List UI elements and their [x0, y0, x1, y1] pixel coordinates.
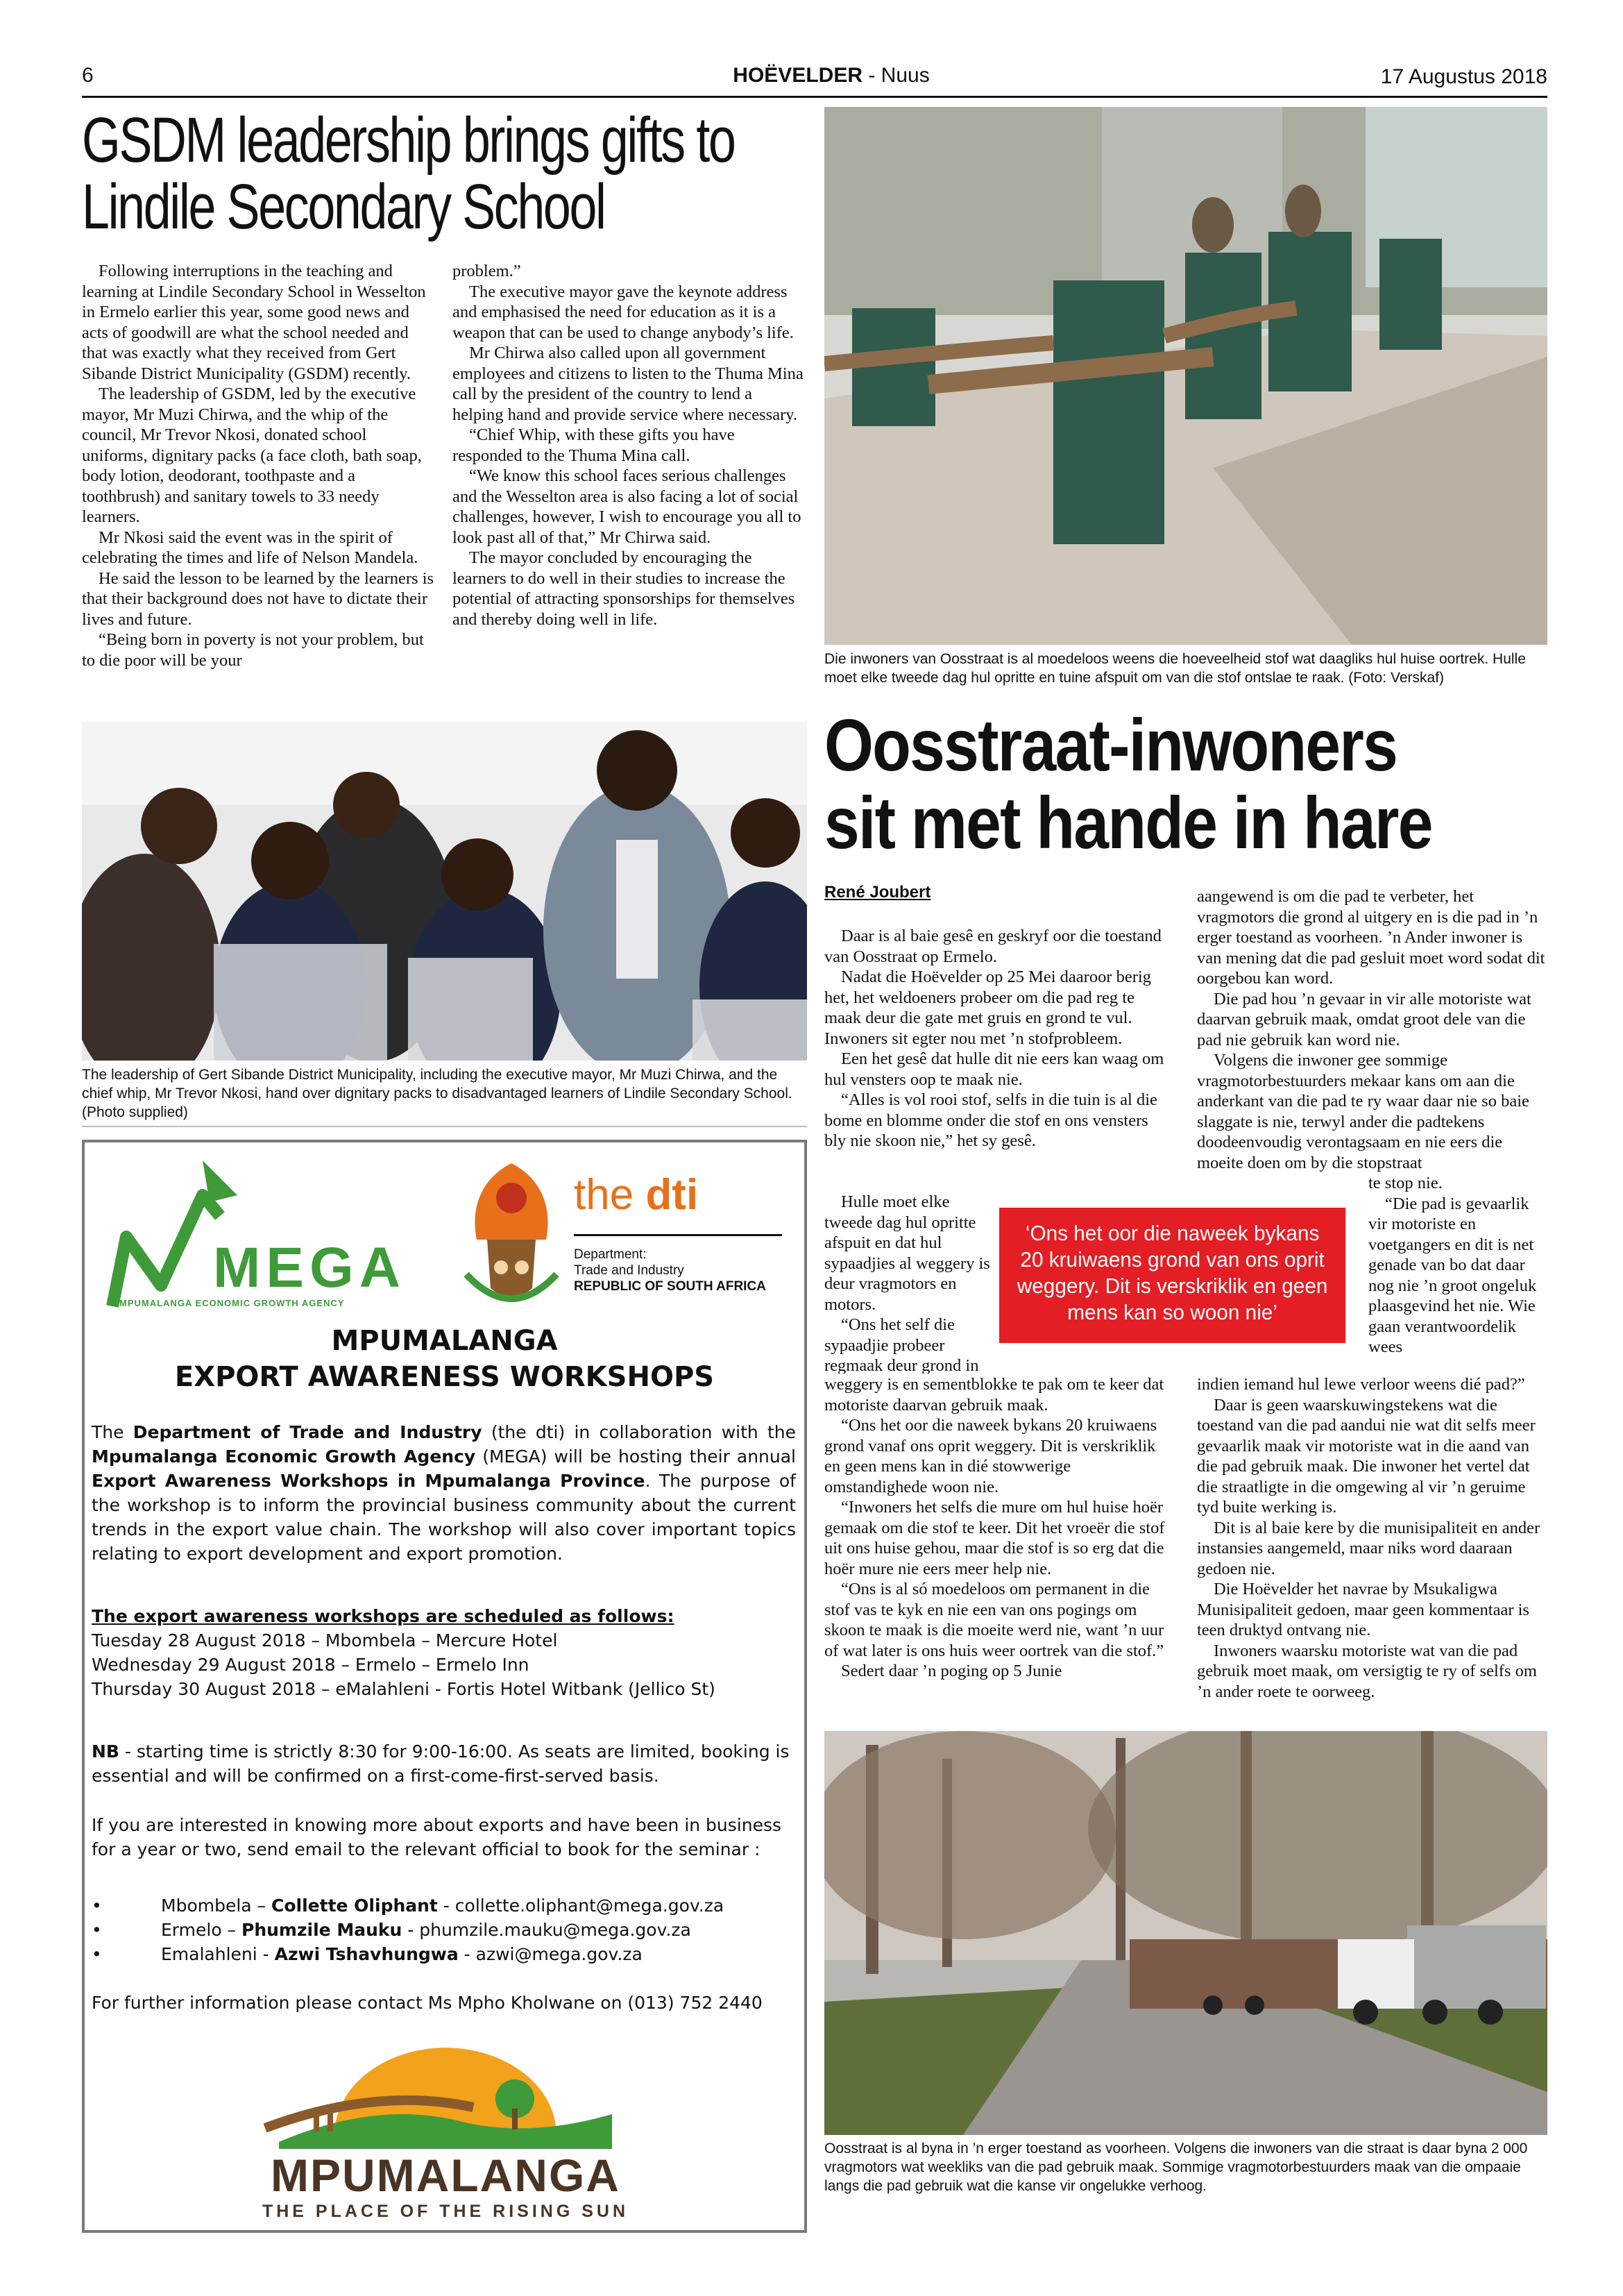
contact-email[interactable]: - collette.oliphant@mega.gov.za: [437, 1896, 724, 1916]
photo1-caption: The leadership of Gert Sibande District Municipality, including the executive mayor, Mr Muzi Chirwa, and the chief whip, Mr Trevor Nkosi, hand over dignitary packs to disadvantaged learners of Lindile Secondary School. (Photo supplied): [82, 1067, 792, 1120]
article2-column-1-narrow: [824, 1192, 998, 1374]
mpumalanga-logo: [251, 2045, 640, 2225]
divider: [82, 1126, 807, 1127]
oosstraat-trucks-photo: [824, 1731, 1547, 2135]
intro-workshops: Export Awareness Workshops in Mpumalanga Province: [92, 1471, 645, 1491]
mega-tagline: MPUMALANGA ECONOMIC GROWTH AGENCY: [119, 1298, 345, 1308]
paragraph: Hulle moet elke tweede dag hul opritte afspuit en dat hul sypaadjies al weggery is deur vragmotors en motors.: [824, 1192, 990, 1314]
contact-town: Ermelo –: [161, 1920, 242, 1940]
page-number: 6: [82, 64, 94, 87]
paragraph: “Ons het self die sypaadjie probeer regmaak deur grond in: [824, 1315, 979, 1374]
schedule-heading: The export awareness workshops are scheduled as follows:: [92, 1606, 674, 1626]
mega-logo: [99, 1154, 459, 1320]
dti-department-block: [574, 1247, 766, 1294]
paragraph: “Ons het oor die naweek bykans 20 kruiwaens grond vanaf ons oprit weggery. Dit is verskriklik en geen mens kan in dié stowwerige omstandighede woon nie.: [824, 1416, 1157, 1496]
rising-sun-icon: [251, 2045, 640, 2156]
header-rule: [82, 96, 1547, 98]
contact-name: Phumzile Mauku: [241, 1920, 402, 1940]
article1-column-2: [452, 261, 806, 712]
further-info: For further information please contact Ms Mpho Kholwane on (013) 752 2440: [92, 1993, 763, 2013]
contact-item: [92, 1893, 796, 1918]
contact-email[interactable]: - phumzile.mauku@mega.gov.za: [402, 1920, 691, 1940]
photo3-caption: Oosstraat is al byna in ’n erger toestand as voorheen. Volgens die inwoners van die straat is daar byna 2 000 vragmotors wat weekliks van die pad gebruik maak. Sommige vragmotorbestuurders maak van die ompaaie langs die pad gebruik wat die kanse vir ongelukke verhoog.: [824, 2141, 1528, 2194]
contact-item: [92, 1942, 796, 1966]
nb-text: - starting time is strictly 8:30 for 9:00-16:00. As seats are limited, booking is essential and will be confirmed on a first-come-first-served basis.: [92, 1741, 790, 1786]
intro-dti: Department of Trade and Industry: [133, 1422, 482, 1442]
article2-column-2-narrow: [1368, 1173, 1547, 1374]
article2-column-1-bottom: [824, 1374, 1173, 1728]
coat-of-arms-icon: [456, 1156, 567, 1316]
bullet: •: [92, 1920, 102, 1940]
paragraph: The executive mayor gave the keynote address and emphasised the need for education as it is a weapon that can be used to change anybody’s life.: [452, 282, 794, 342]
mpumalanga-tagline: THE PLACE OF THE RISING SUN: [262, 2202, 629, 2221]
issue-date: 17 Augustus 2018: [1380, 65, 1547, 88]
nb-label: NB: [92, 1741, 119, 1762]
article2-column-1-top: [824, 926, 1173, 1190]
pull-quote: ‘Ons het oor die naweek bykans 20 kruiwaens grond van ons oprit weggery. Dit is verskriklik en geen mens kan so woon nie’: [999, 1208, 1345, 1343]
masthead: [686, 64, 977, 87]
paragraph: “Ons is al só moedeloos om permanent in die stof vas te kyk en nie een van ons pogings om skoon te maak is die moeite werd nie, want ’n uur of wat later is ons huis weer oortrek van die stof.”: [824, 1580, 1164, 1660]
dti-country: REPUBLIC OF SOUTH AFRICA: [574, 1279, 766, 1294]
paragraph: Following interruptions in the teaching and learning at Lindile Secondary School in Wesselton in Ermelo earlier this year, some good news and acts of goodwill are what the school needed and that was exactly what they received from Gert Sibande District Municipality (GSDM) recently.: [82, 262, 426, 383]
paper-name: HOËVELDER: [733, 64, 863, 87]
article2-headline: [824, 704, 1547, 866]
paragraph: The leadership of GSDM, led by the executive mayor, Mr Muzi Chirwa, and the whip of the council, Mr Trevor Nkosi, donated school uniforms, dignitary packs (a face cloth, bath soap, body lotion, deodorant, toothpaste and a toothbrush) and sanitary towels to 33 needy learners.: [82, 385, 422, 526]
article2-column-2-bottom: [1197, 1374, 1547, 1728]
mpumalanga-wordmark: MPUMALANGA: [271, 2150, 620, 2201]
paragraph: te stop nie.: [1368, 1174, 1443, 1192]
oosstraat-walls-photo: [824, 107, 1547, 645]
paragraph: aangewend is om die pad te verbeter, het vragmotors die grond al uitgery en is die pad in ’n erger toestand as voorheen. ’n Ander inwoner is van mening dat die pad gesluit moet word sodat dit oorgebou kan word.: [1197, 887, 1545, 988]
intro-text: (MEGA) will be hosting their annual: [475, 1446, 797, 1467]
advert-title-line-2: EXPORT AWARENESS WORKSHOPS: [174, 1361, 715, 1393]
paragraph: “Die pad is gevaarlik vir motoriste en voetgangers en dit is net genade van bo dat daar nog nie ’n groot ongeluk plaasgevind het nie. Wie gaan verantwoordelik wees: [1368, 1194, 1537, 1356]
intro-text: The: [92, 1422, 133, 1442]
paragraph: “Inwoners het selfs die mure om hul huise hoër gemaak om die stof te keer. Dit het vroeër die stof uit ons huise gehou, maar die stof is so erg dat die hoër mure nie eers meer help nie.: [824, 1498, 1165, 1578]
dti-trade: Trade and Industry: [574, 1263, 684, 1278]
advert-title: [85, 1323, 804, 1395]
contact-name: Azwi Tshavhungwa: [274, 1944, 459, 1964]
intro-text: . The purpose of the workshop is to inform the provincial business community about the current trends in the export value chain. The workshop will also cover important topics relating to export development and export promotion.: [92, 1471, 796, 1564]
schedule-item: Tuesday 28 August 2018 – Mbombela – Mercure Hotel: [92, 1630, 558, 1651]
paragraph: “Being born in poverty is not your problem, but to die poor will be your: [82, 630, 424, 670]
contact-list: [92, 1893, 796, 1966]
headline-line-1: GSDM leadership brings gifts to: [82, 105, 735, 176]
paragraph: He said the lesson to be learned by the learners is that their background does not have to dictate their lives and future.: [82, 568, 434, 629]
paragraph: Die pad hou ’n gevaar in vir alle motoriste wat daarvan gebruik maak, omdat groot dele van die pad nie gebruik kan word nie.: [1197, 989, 1531, 1049]
paragraph: Mr Nkosi said the event was in the spirit of celebrating the times and life of Nelson Mandela.: [82, 527, 418, 567]
headline-line-2: sit met hande in hare: [824, 782, 1432, 864]
schedule-block: [92, 1604, 796, 1701]
dti-department: Department:: [574, 1247, 647, 1262]
byline: René Joubert: [824, 883, 931, 902]
dti-dti: dti: [645, 1171, 699, 1219]
contact-town: Mbombela –: [161, 1896, 271, 1916]
headline-line-1: Oosstraat-inwoners: [824, 704, 1397, 786]
article1-column-1: [82, 261, 436, 712]
paragraph: “We know this school faces serious challenges and the Wesselton area is also facing a lot of social challenges, however, I wish to encourage you all to look past all of that,” Mr Chirwa said.: [452, 466, 801, 547]
dti-the: the: [574, 1171, 634, 1219]
paragraph: Daar is al baie gesê en geskryf oor die toestand van Oosstraat op Ermelo.: [824, 927, 1162, 966]
article1-headline: [82, 107, 810, 246]
paragraph: Volgens die inwoner gee sommige vragmotorbestuurders mekaar kans om aan die anderkant van die pad te ry waar daar nie so baie slaggate is nie, terwyl ander die padtekens doodeenvoudig verontagsaam en nie eers die moeite doen om by die stopstraat: [1197, 1051, 1529, 1172]
paragraph: Daar is geen waarskuwingstekens wat die toestand van die pad aandui nie wat dit selfs meer gevaarlik maak vir motoriste wat in die aand van die pad gebruik maak. Die inwoner het vertel dat die straatligte in die omgewing al vir ’n geruime tyd buite werking is.: [1197, 1395, 1536, 1517]
paragraph: problem.”: [452, 262, 521, 280]
headline-line-2: Lindile Secondary School: [82, 171, 605, 242]
paragraph: Dit is al baie kere by die munisipaliteit en ander instansies aangemeld, maar niks word daaraan gedoen nie.: [1197, 1518, 1540, 1578]
paragraph: “Alles is vol rooi stof, selfs in die tuin is al die bome en blomme onder die stof en ons vensters bly nie skoon nie,” het sy gesê.: [824, 1090, 1157, 1150]
paragraph: Inwoners waarsku motoriste wat van die pad gebruik moet maak, om versigtig te ry of selfs om ’n ander roete te oorweeg.: [1197, 1641, 1537, 1701]
mega-wordmark: MEGA: [213, 1236, 406, 1299]
paragraph: indien iemand hul lewe verloor weens dié pad?”: [1197, 1375, 1525, 1394]
article2-column-2-top: [1197, 886, 1547, 1178]
paragraph: Een het gesê dat hulle dit nie eers kan waag om hul vensters oop te maak nie.: [824, 1049, 1164, 1089]
dti-rule: [574, 1234, 782, 1236]
contact-email[interactable]: - azwi@mega.gov.za: [458, 1944, 643, 1964]
advert-title-line-1: MPUMALANGA: [331, 1325, 558, 1357]
paragraph: Sedert daar ’n poging op 5 Junie: [841, 1662, 1062, 1680]
page-header: [82, 64, 1547, 96]
dti-logo: [574, 1170, 698, 1219]
intro-text: (the dti) in collaboration with the: [482, 1422, 797, 1442]
intro-mega: Mpumalanga Economic Growth Agency: [92, 1446, 476, 1467]
paragraph: Die Hoëvelder het navrae by Msukaligwa Munisipaliteit gedoen, maar geen kommentaar is teen druktyd ontvang nie.: [1197, 1580, 1529, 1639]
contact-town: Emalahleni -: [161, 1944, 275, 1964]
mega-dti-advert: [82, 1140, 807, 2233]
contact-item: [92, 1918, 796, 1942]
nb-note: [92, 1739, 796, 1788]
schedule-item: Thursday 30 August 2018 – eMalahleni - Fortis Hotel Witbank (Jellico St): [92, 1679, 715, 1699]
interest-note: If you are interested in knowing more about exports and have been in business for a year or two, send email to the relevant official to book for the seminar :: [92, 1815, 782, 1859]
section-name: - Nuus: [863, 64, 930, 87]
contact-name: Collette Oliphant: [271, 1896, 438, 1916]
advert-intro: [92, 1420, 796, 1566]
paragraph: The mayor concluded by encouraging the learners to do well in their studies to increase the potential of attracting sponsorships for themselves and thereby doing well in life.: [452, 548, 795, 629]
paragraph: Mr Chirwa also called upon all government employees and citizens to listen to the Thuma Mina call by the president of the country to lend a helping hand and provide service where necessary.: [452, 344, 804, 424]
bullet: •: [92, 1944, 102, 1964]
bullet: •: [92, 1896, 102, 1916]
paragraph: weggery is en sementblokke te pak om te keer dat motoriste daarvan gebruik maak.: [824, 1375, 1164, 1415]
gsdm-handover-photo: [82, 722, 807, 1061]
paragraph: Nadat die Hoëvelder op 25 Mei daaroor berig het, het weldoeners probeer om die pad reg te maak deur die gate met gruis en grond te vul. Inwoners sit egter nou met ’n stofprobleem.: [824, 968, 1151, 1048]
schedule-item: Wednesday 29 August 2018 – Ermelo – Ermelo Inn: [92, 1655, 529, 1675]
paragraph: “Chief Whip, with these gifts you have responded to the Thuma Mina call.: [452, 425, 735, 465]
photo2-caption: Die inwoners van Oosstraat is al moedeloos weens die hoeveelheid stof wat daagliks hul huise oortrek. Hulle moet elke tweede dag hul opritte en tuine afspuit om van die stof ontslae te raak. (Foto: Verskaf): [824, 651, 1526, 686]
